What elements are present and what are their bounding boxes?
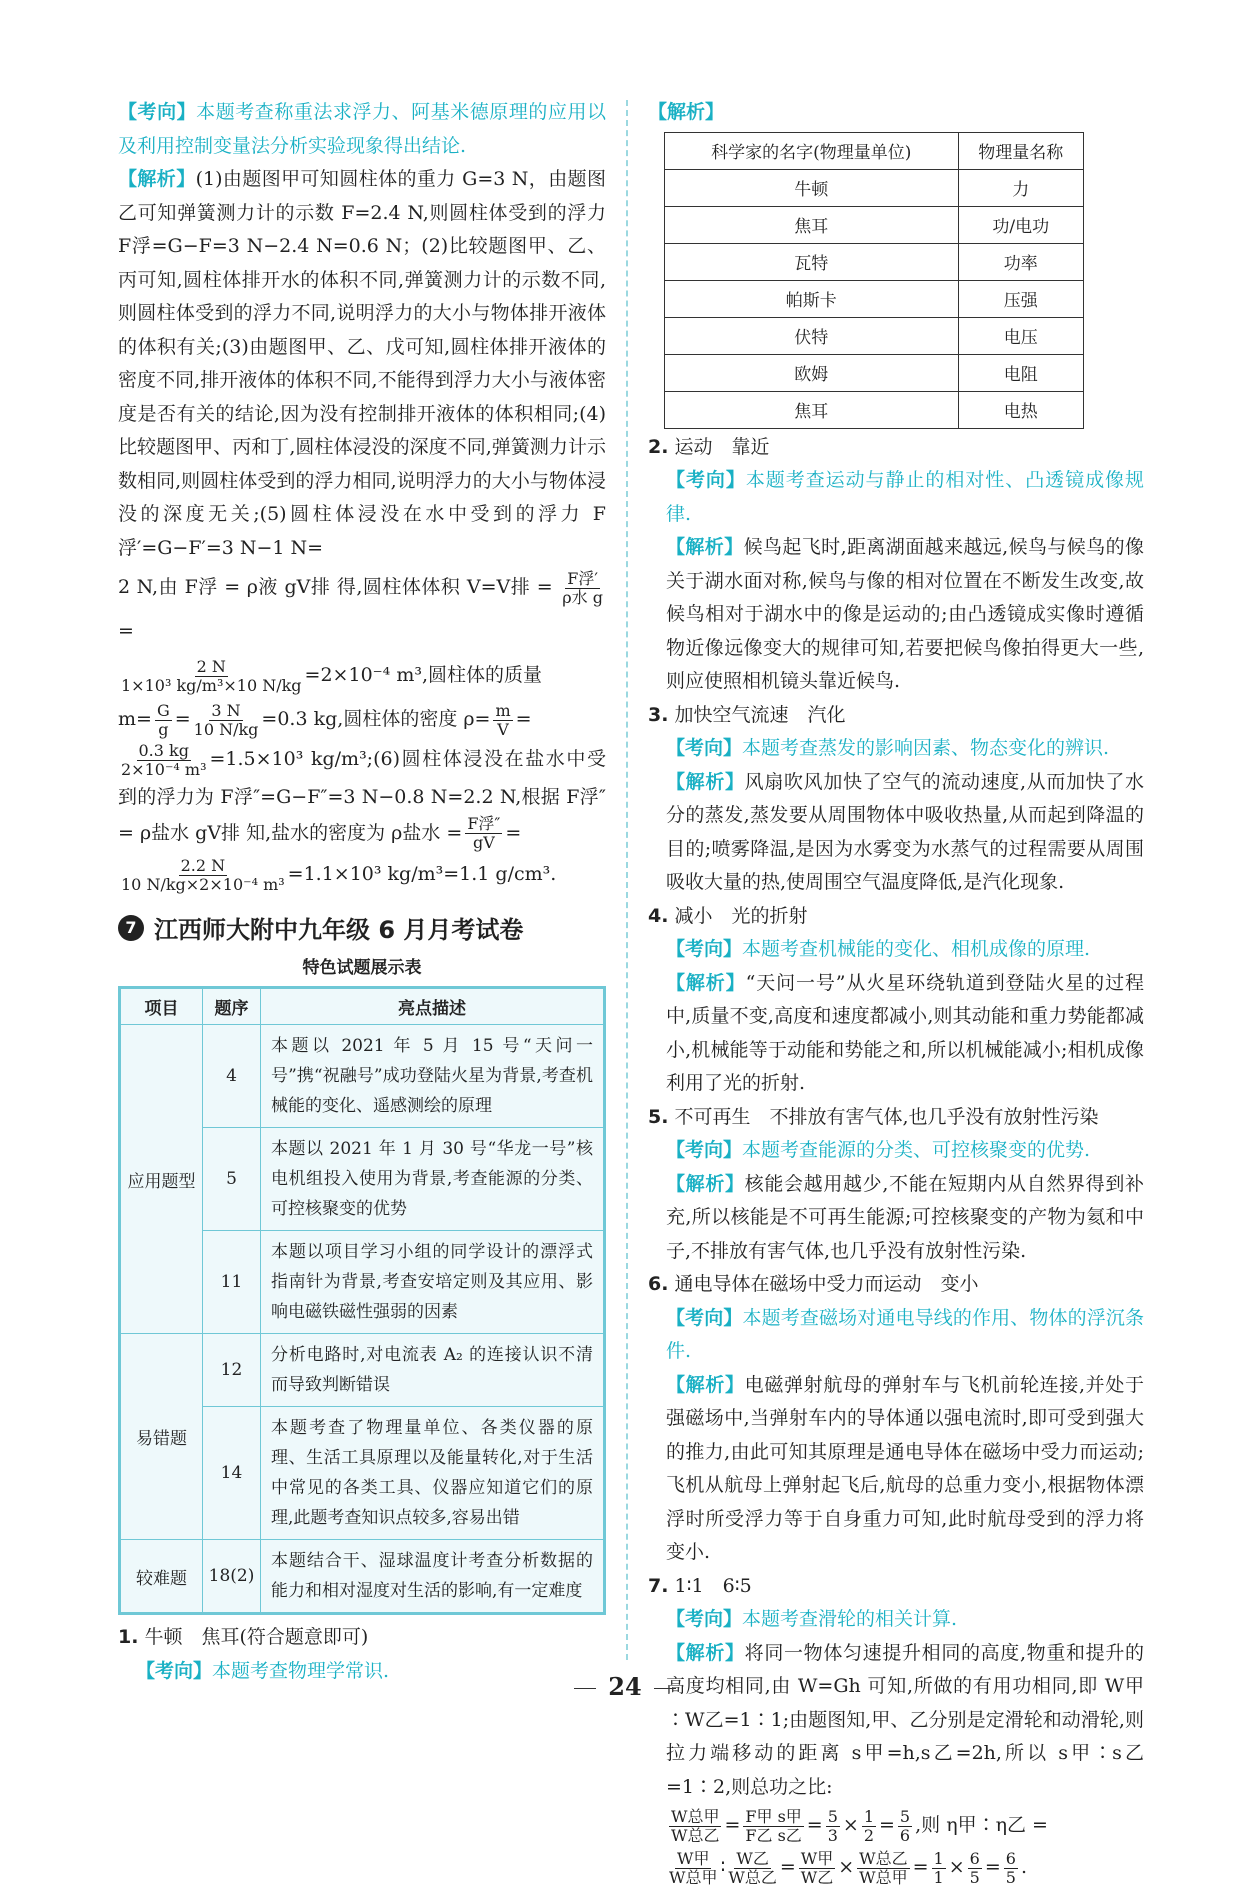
q-kaoxiang bbox=[648, 464, 1144, 531]
fraction-denominator: 5 bbox=[1006, 1869, 1016, 1887]
fraction bbox=[862, 1808, 876, 1845]
jiexi-text: 风扇吹风加快了空气的流动速度,从而加快了水分的蒸发,蒸发要从周围物体中吸收热量,从而起到降温的目的;喷雾降温,是因为水雾变为水蒸气的过程需要从周围吸收大量的热,使周围空气温度降低,是汽化现象. bbox=[666, 771, 1144, 894]
number-cell: 5 bbox=[203, 1128, 261, 1231]
page-number-text: 24 bbox=[608, 1672, 641, 1701]
fraction bbox=[562, 570, 603, 607]
kaoxiang-text: 本题考查滑轮的相关计算. bbox=[742, 1608, 957, 1630]
kaoxiang-tag: 【考向】 bbox=[666, 1139, 742, 1161]
q-answer: 运动 靠近 bbox=[675, 436, 770, 458]
page-number-dash-right bbox=[654, 1688, 676, 1689]
q-number: 6. bbox=[648, 1273, 668, 1295]
jiexi-formula-line-2 bbox=[118, 653, 606, 697]
fraction bbox=[121, 658, 302, 695]
category-cell: 较难题 bbox=[121, 1540, 203, 1613]
equals-sign: = bbox=[516, 708, 532, 730]
jiexi-text-5: =1.1×10³ kg/m³=1.1 g/cm³. bbox=[288, 863, 557, 885]
q-answer-line bbox=[648, 699, 1144, 733]
q-kaoxiang bbox=[648, 1603, 1144, 1637]
q7-mid-text: ,则 η甲∶η乙 = bbox=[915, 1814, 1048, 1836]
q-number: 7. bbox=[648, 1575, 668, 1597]
jiexi-tag: 【解析】 bbox=[666, 1173, 745, 1195]
equals-sign: = bbox=[879, 1814, 895, 1836]
fraction-numerator: 5 bbox=[826, 1808, 840, 1827]
description-cell: 本题结合干、湿球温度计考查分析数据的能力和相对湿度对生活的影响,有一定难度 bbox=[261, 1540, 604, 1613]
q-kaoxiang bbox=[648, 732, 1144, 766]
q7-formula-line-1: $\frac{\text{W总甲}}{\text{W总乙}}$ = $\frac{\text{F甲 s甲}}{\text{F乙 s乙}}$ = $\frac{5}{3}$ × $\frac{1}{2}$ = $\frac{5}{6}$ ,则 η甲∶η乙 = bbox=[648, 1804, 1144, 1846]
column-divider bbox=[626, 100, 628, 1660]
fraction-numerator: W甲 bbox=[675, 1850, 711, 1869]
equals-sign: = bbox=[175, 708, 191, 730]
section-number-badge: 7 bbox=[118, 915, 144, 941]
q-jiexi bbox=[648, 1168, 1144, 1269]
kaoxiang-text: 本题考查机械能的变化、相机成像的原理. bbox=[742, 938, 1090, 960]
kaoxiang-tag: 【考向】 bbox=[666, 469, 746, 491]
q1-number: 1. bbox=[118, 1626, 138, 1648]
equals-sign: = bbox=[807, 1814, 823, 1836]
q-answer: 不可再生 不排放有害气体,也几乎没有放射性污染 bbox=[675, 1106, 1099, 1128]
jiexi-text-1: (1)由题图甲可知圆柱体的重力 G=3 N，由题图乙可知弹簧测力计的示数 F=2.4 N,则圆柱体受到的浮力 F浮=G−F=3 N−2.4 N=0.6 N；(2)比较题图甲、乙、丙可知,圆柱体排开水的体积不同,弹簧测力计的示数不同,则圆柱体受到的浮力不同,说明浮力的大小与物体排开液体的体积有关;(3)由题图甲、乙、戊可知,圆柱体排开液体的密度不同,排开液体的体积不同,不能得到浮力大小与液体密度是否有关的结论,因为没有控制排开液体的体积相同;(4)比较题图甲、丙和丁,圆柱体浸没的深度不同,弹簧测力计示数相同,则圆柱体受到的浮力相同,说明浮力的大小与物体浸没的深度无关;(5)圆柱体浸没在水中受到的浮力 F浮′=G−F′=3 N−1 N= bbox=[118, 168, 606, 559]
q-jiexi bbox=[648, 766, 1144, 900]
description-cell: 本题以 2021 年 1 月 30 号“华龙一号”核电机组投入使用为背景,考查能源的分类、可控核聚变的优势 bbox=[261, 1128, 604, 1231]
description-cell: 本题以 2021 年 5 月 15 号“天问一号”携“祝融号”成功登陆火星为背景,考查机械能的变化、遥感测绘的原理 bbox=[261, 1025, 604, 1128]
fraction bbox=[121, 857, 285, 894]
jiexi-tag: 【解析】 bbox=[666, 1642, 745, 1664]
page-number-dash-left bbox=[574, 1688, 596, 1689]
fraction-numerator: 3 N bbox=[209, 702, 242, 721]
q-kaoxiang bbox=[648, 933, 1144, 967]
jiexi-tag: 【解析】 bbox=[666, 1374, 745, 1396]
q-kaoxiang bbox=[648, 1134, 1144, 1168]
q-answer: 1∶1 6∶5 bbox=[675, 1575, 752, 1597]
scientist-cell: 欧姆 bbox=[665, 354, 959, 391]
q-number: 2. bbox=[648, 436, 668, 458]
fraction bbox=[728, 1850, 776, 1887]
fraction-denominator: 1 bbox=[934, 1869, 944, 1887]
fraction bbox=[155, 702, 172, 739]
fraction-denominator: 2×10⁻⁴ m³ bbox=[121, 761, 206, 779]
jiexi-tag: 【解析】 bbox=[648, 101, 724, 123]
jiexi-text-2a: 2 N,由 F浮 = ρ液 gV排 得,圆柱体体积 V=V排 = bbox=[118, 576, 553, 598]
table-row bbox=[665, 243, 1084, 280]
fraction-denominator: ρ水 g bbox=[562, 589, 603, 607]
table-row bbox=[665, 280, 1084, 317]
kaoxiang-text: 本题考查蒸发的影响因素、物态变化的辨识. bbox=[742, 737, 1109, 759]
number-cell: 14 bbox=[203, 1407, 261, 1540]
q-answer-line bbox=[648, 1101, 1144, 1135]
quantity-cell: 电压 bbox=[958, 317, 1083, 354]
header-category: 项目 bbox=[121, 989, 203, 1025]
page-number bbox=[0, 1672, 1250, 1701]
question-5 bbox=[648, 1101, 1144, 1269]
q-jiexi bbox=[648, 967, 1144, 1101]
fraction-numerator: W总甲 bbox=[669, 1808, 721, 1827]
fraction-numerator: F浮″ bbox=[465, 815, 502, 834]
q-number: 5. bbox=[648, 1106, 668, 1128]
jiexi-text-3: =0.3 kg,圆柱体的密度 ρ= bbox=[261, 708, 490, 730]
right-column bbox=[648, 96, 1144, 1888]
question-7 bbox=[648, 1570, 1144, 1888]
fraction-numerator: 2.2 N bbox=[179, 857, 228, 876]
jiexi-text-2b: =2×10⁻⁴ m³,圆柱体的质量 bbox=[305, 664, 542, 686]
kaoxiang-tag: 【考向】 bbox=[666, 737, 742, 759]
kaoxiang-tag: 【考向】 bbox=[666, 938, 742, 960]
jiexi-text: “天问一号”从火星环绕轨道到登陆火星的过程中,质量不变,高度和速度都减小,则其动能和重力势能都减小,机械能等于动能和势能之和,所以机械能减小;相机成像利用了光的折射. bbox=[666, 972, 1144, 1095]
table-row bbox=[665, 391, 1084, 428]
fraction bbox=[465, 815, 502, 852]
table-row bbox=[665, 317, 1084, 354]
quantity-cell: 功/电功 bbox=[958, 206, 1083, 243]
left-column bbox=[118, 96, 606, 1688]
fraction bbox=[194, 702, 259, 739]
q-answer: 减小 光的折射 bbox=[675, 905, 808, 927]
jiexi-tag: 【解析】 bbox=[666, 771, 745, 793]
fraction-numerator: 6 bbox=[968, 1850, 982, 1869]
fraction-numerator: 1 bbox=[862, 1808, 876, 1827]
fraction-denominator: W总乙 bbox=[728, 1869, 776, 1887]
jiexi-text: 电磁弹射航母的弹射车与飞机前轮连接,并处于强磁场中,当弹射车内的导体通以强电流时,即可受到强大的推力,由此可知其原理是通电导体在磁场中受力而运动;飞机从航母上弹射起飞后,航母的总重力变小,根据物体漂浮时所受浮力等于自身重力可知,此时航母受到的浮力将变小. bbox=[666, 1374, 1144, 1564]
fraction bbox=[799, 1850, 835, 1887]
scientist-cell: 牛顿 bbox=[665, 169, 959, 206]
q1-answer-line bbox=[118, 1621, 606, 1655]
fraction-denominator: 10 N/kg×2×10⁻⁴ m³ bbox=[121, 876, 285, 894]
equals-sign: = bbox=[505, 822, 521, 844]
jiexi-label-line bbox=[648, 96, 1144, 130]
table-row bbox=[121, 1025, 604, 1128]
section-heading bbox=[118, 910, 606, 945]
fraction-denominator: W总甲 bbox=[669, 1869, 717, 1887]
number-cell: 12 bbox=[203, 1334, 261, 1407]
q-jiexi bbox=[648, 531, 1144, 699]
equals-sign: = bbox=[118, 620, 134, 642]
fraction-denominator: 5 bbox=[970, 1869, 980, 1887]
kaoxiang-tag: 【考向】 bbox=[666, 1307, 743, 1329]
q-answer-line bbox=[648, 1268, 1144, 1302]
q-kaoxiang bbox=[648, 1302, 1144, 1369]
scientist-cell: 焦耳 bbox=[665, 391, 959, 428]
quantity-cell: 压强 bbox=[958, 280, 1083, 317]
question-3 bbox=[648, 699, 1144, 900]
fraction-numerator: 2 N bbox=[195, 658, 228, 677]
q-answer-line bbox=[648, 900, 1144, 934]
kaoxiang-tag: 【考向】 bbox=[136, 1660, 212, 1682]
header-description: 亮点描述 bbox=[261, 989, 604, 1025]
jiexi-text-4: =1.5×10³ kg/m³;(6)圆柱体浸没在盐水中受到的浮力为 F浮″=G−F″=3 N−0.8 N=2.2 N,根据 F浮″ = ρ盐水 gV排 知,盐水的密度为 ρ盐水 = bbox=[118, 748, 606, 844]
header-quantity: 物理量名称 bbox=[958, 132, 1083, 169]
kaoxiang-text: 本题考查称重法求浮力、阿基米德原理的应用以及利用控制变量法分析实验现象得出结论. bbox=[118, 101, 606, 157]
number-cell: 18(2) bbox=[203, 1540, 261, 1613]
fraction-numerator: m bbox=[493, 702, 512, 721]
q-answer: 通电导体在磁场中受力而运动 变小 bbox=[675, 1273, 979, 1295]
fraction-denominator: 10 N/kg bbox=[194, 721, 259, 739]
fraction-denominator: 2 bbox=[864, 1827, 874, 1845]
fraction-numerator: W乙 bbox=[734, 1850, 770, 1869]
header-number: 题序 bbox=[203, 989, 261, 1025]
feature-table bbox=[120, 988, 604, 1613]
jiexi-tag: 【解析】 bbox=[666, 972, 746, 994]
fraction bbox=[121, 742, 206, 779]
number-cell: 4 bbox=[203, 1025, 261, 1128]
table-row bbox=[121, 1334, 604, 1407]
fraction bbox=[1004, 1850, 1018, 1887]
jiexi-tag: 【解析】 bbox=[118, 168, 196, 190]
feature-table-title: 特色试题展示表 bbox=[118, 953, 606, 978]
question-6 bbox=[648, 1268, 1144, 1570]
jiexi-paragraph bbox=[118, 163, 606, 565]
fraction-denominator: 3 bbox=[828, 1827, 838, 1845]
q-answer: 加快空气流速 汽化 bbox=[675, 704, 846, 726]
header-scientist: 科学家的名字(物理量单位) bbox=[665, 132, 959, 169]
q7-formula-line-2: $\frac{\text{W甲}}{\text{W总甲}}$ ∶ $\frac{\text{W乙}}{\text{W总乙}}$ = $\frac{\text{W甲}}{\text{W乙}}$ × $\frac{\text{W总乙}}{\text{W总甲}}$ = $\frac{1}{1}$ × $\frac{6}{5}$ = $\frac{6}{5}$ . bbox=[648, 1846, 1144, 1888]
description-cell: 本题以项目学习小组的同学设计的漂浮式指南针为背景,考查安培定则及其应用、影响电磁铁磁性强弱的因素 bbox=[261, 1231, 604, 1334]
scientist-cell: 瓦特 bbox=[665, 243, 959, 280]
q-answer-line bbox=[648, 431, 1144, 465]
question-4 bbox=[648, 900, 1144, 1101]
fraction-denominator: F乙 s乙 bbox=[745, 1827, 801, 1845]
jiexi-formula-line-3 bbox=[118, 697, 606, 741]
jiexi-text: 将同一物体匀速提升相同的高度,物重和提升的高度均相同,由 W=Gh 可知,所做的有用功相同,即 W甲∶W乙=1∶1;由题图知,甲、乙分别是定滑轮和动滑轮,则拉力端移动的距离 s甲=h,s乙=2h,所以 s甲∶s乙=1∶2,则总功之比: bbox=[666, 1642, 1144, 1798]
q-number: 3. bbox=[648, 704, 668, 726]
fraction-numerator: F浮′ bbox=[565, 570, 600, 589]
kaoxiang-tag: 【考向】 bbox=[118, 101, 196, 123]
jiexi-text: 核能会越用越少,不能在短期内从自然界得到补充,所以核能是不可再生能源;可控核聚变的产物为氦和中子,不排放有害气体,也几乎没有放射性污染. bbox=[666, 1173, 1144, 1262]
feature-table-wrapper bbox=[118, 986, 606, 1615]
fraction-numerator: 6 bbox=[1004, 1850, 1018, 1869]
fraction-denominator: g bbox=[158, 721, 168, 739]
quantity-cell: 功率 bbox=[958, 243, 1083, 280]
kaoxiang-text: 本题考查物理学常识. bbox=[212, 1660, 389, 1682]
kaoxiang-text: 本题考查磁场对通电导线的作用、物体的浮沉条件. bbox=[666, 1307, 1144, 1363]
fraction bbox=[932, 1850, 946, 1887]
scientist-table-header-row bbox=[665, 132, 1084, 169]
fraction-denominator: W乙 bbox=[801, 1869, 833, 1887]
fraction-numerator: W总乙 bbox=[857, 1850, 909, 1869]
fraction-numerator: 5 bbox=[898, 1808, 912, 1827]
q-answer-line bbox=[648, 1570, 1144, 1604]
fraction bbox=[669, 1808, 721, 1845]
fraction bbox=[968, 1850, 982, 1887]
fraction-denominator: W总甲 bbox=[859, 1869, 907, 1887]
scientist-cell: 焦耳 bbox=[665, 206, 959, 243]
fraction bbox=[898, 1808, 912, 1845]
fraction bbox=[743, 1808, 803, 1845]
q-jiexi bbox=[648, 1637, 1144, 1805]
kaoxiang-tag: 【考向】 bbox=[666, 1608, 742, 1630]
feature-table-header-row bbox=[121, 989, 604, 1025]
fraction-denominator: gV bbox=[473, 834, 495, 852]
kaoxiang-paragraph bbox=[118, 96, 606, 163]
fraction-denominator: 6 bbox=[900, 1827, 910, 1845]
fraction-numerator: G bbox=[155, 702, 172, 721]
kaoxiang-text: 本题考查运动与静止的相对性、凸透镜成像规律. bbox=[666, 469, 1144, 525]
equals-sign: = bbox=[985, 1856, 1001, 1878]
section-title: 江西师大附中九年级 6 月月考试卷 bbox=[154, 910, 523, 945]
fraction-numerator: 1 bbox=[932, 1850, 946, 1869]
quantity-cell: 电热 bbox=[958, 391, 1083, 428]
question-2 bbox=[648, 431, 1144, 699]
fraction bbox=[669, 1850, 717, 1887]
fraction-denominator: V bbox=[497, 721, 509, 739]
jiexi-formula-line-5 bbox=[118, 852, 606, 896]
jiexi-formula-line-1 bbox=[118, 565, 606, 653]
table-row bbox=[665, 169, 1084, 206]
number-cell: 11 bbox=[203, 1231, 261, 1334]
quantity-cell: 电阻 bbox=[958, 354, 1083, 391]
q-number: 4. bbox=[648, 905, 668, 927]
q1-answer: 牛顿 焦耳(符合题意即可) bbox=[145, 1626, 369, 1648]
description-cell: 分析电路时,对电流表 A₂ 的连接认识不清而导致判断错误 bbox=[261, 1334, 604, 1407]
fraction bbox=[857, 1850, 909, 1887]
category-cell: 应用题型 bbox=[121, 1025, 203, 1334]
jiexi-tag: 【解析】 bbox=[666, 536, 744, 558]
kaoxiang-text: 本题考查能源的分类、可控核聚变的优势. bbox=[742, 1139, 1090, 1161]
table-row bbox=[665, 206, 1084, 243]
category-cell: 易错题 bbox=[121, 1334, 203, 1540]
jiexi-text: 候鸟起飞时,距离湖面越来越远,候鸟与候鸟的像关于湖水面对称,候鸟与像的相对位置在不断发生改变,故候鸟相对于湖水中的像是运动的;由凸透镜成实像时遵循物近像远像变大的规律可知,若要把候鸟像拍得更大一些,则应使照相机镜头靠近候鸟. bbox=[666, 536, 1144, 692]
table-row bbox=[121, 1540, 604, 1613]
fraction bbox=[493, 702, 512, 739]
jiexi-formula-line-4 bbox=[118, 741, 606, 852]
fraction-denominator: W总乙 bbox=[671, 1827, 719, 1845]
table-row bbox=[665, 354, 1084, 391]
fraction-denominator: 1×10³ kg/m³×10 N/kg bbox=[121, 677, 302, 695]
description-cell: 本题考查了物理量单位、各类仪器的原理、生活工具原理以及能量转化,对于生活中常见的各类工具、仪器应知道它们的原理,此题考查知识点较多,容易出错 bbox=[261, 1407, 604, 1540]
q-jiexi bbox=[648, 1369, 1144, 1570]
fraction-numerator: F甲 s甲 bbox=[743, 1808, 803, 1827]
fraction bbox=[826, 1808, 840, 1845]
scientist-cell: 伏特 bbox=[665, 317, 959, 354]
scientist-cell: 帕斯卡 bbox=[665, 280, 959, 317]
scientist-table bbox=[664, 132, 1084, 429]
mass-eq: m= bbox=[118, 708, 152, 730]
fraction-numerator: 0.3 kg bbox=[137, 742, 191, 761]
quantity-cell: 力 bbox=[958, 169, 1083, 206]
equals-sign: = bbox=[780, 1856, 796, 1878]
fraction-numerator: W甲 bbox=[799, 1850, 835, 1869]
equals-sign: = bbox=[724, 1814, 740, 1836]
equals-sign: = bbox=[913, 1856, 929, 1878]
